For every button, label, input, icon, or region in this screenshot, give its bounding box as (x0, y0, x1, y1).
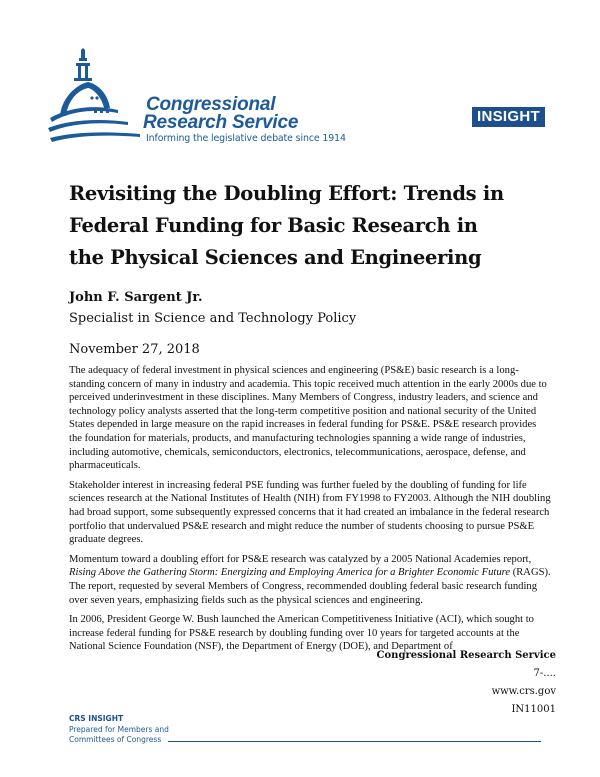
footer-divider (168, 741, 541, 742)
author-name: John F. Sargent Jr. (69, 290, 203, 305)
footer-org: Congressional Research Service (376, 650, 556, 661)
paragraph-3-rest: (RAGS). The report, requested by several Members of Congress, recommended doubling federal basic research funding over seven years, emphasizing fields such as the physical sciences and engineering. (69, 567, 551, 606)
report-title-citation: Rising Above the Gathering Storm: Energizing and Employing America for a Brighter Economic Future (69, 567, 511, 579)
logo-name-line2: Research Service (143, 112, 299, 133)
paragraph-1: The adequacy of federal investment in physical sciences and engineering (PS&E) basic research is a long-standing concern of many in industry and academia. This topic received much attention in the early 2000s due to perceived underinvestment in these disciplines. Many Members of Congress, industry leaders, and science and technology policy analysts asserted that the long-term competitive position and national security of the United States depended in large measure on the rapid increases in federal funding for PS&E. PS&E research provides the foundation for materials, products, and manufacturing technologies spanning a wide range of industries, including automotive, chemicals, semiconductors, electronics, telecommunications, aerospace, defense, and pharmaceuticals. (69, 365, 547, 472)
paragraph-2: Stakeholder interest in increasing federal PSE funding was further fueled by the doubling of funding for life sciences research at the National Institutes of Health (NIH) from FY1998 to FY2003. Although the NIH doubling had broad support, some subsequently expressed concerns that it had created an imbalance in the federal research portfolio that undervalued PS&E research and might reduce the number of students choosing to pursue PS&E graduate degrees. (69, 479, 551, 546)
capitol-dome-icon (48, 46, 148, 146)
crs-logo (48, 46, 346, 146)
prepared-for-line1: Prepared for Members and (69, 724, 169, 734)
footer-phone: 7-.... (533, 668, 556, 679)
paragraph-4: In 2006, President George W. Bush launched the American Competitiveness Initiative (ACI), which sought to increase federal funding for PS&E research by doubling funding over 10 years for targeted accounts at the National Science Foundation (NSF), the Department of Energy (DOE), and Department of (69, 614, 534, 653)
footer-report-id: IN11001 (511, 704, 556, 715)
insight-badge: INSIGHT (472, 107, 545, 127)
publication-date: November 27, 2018 (69, 342, 200, 357)
paragraph-3-intro: Momentum toward a doubling effort for PS&E research was catalyzed by a 2005 National Academies report, (69, 553, 532, 565)
crs-insight-footer (69, 714, 169, 746)
prepared-for-line2: Committees of Congress (69, 735, 162, 744)
series-label: CRS INSIGHT (69, 714, 124, 723)
footer-website[interactable]: www.crs.gov (491, 686, 556, 697)
footer-contact (377, 647, 556, 719)
document-title: Revisiting the Doubling Effort: Trends in Federal Funding for Basic Research in the Physical Sciences and Engineering (69, 182, 504, 269)
author-role: Specialist in Science and Technology Policy (69, 311, 357, 326)
logo-name-line1: Congressional (146, 94, 276, 115)
paragraph-3 (69, 553, 551, 607)
document-body (69, 364, 551, 660)
logo-tagline: Informing the legislative debate since 1914 (146, 133, 346, 144)
